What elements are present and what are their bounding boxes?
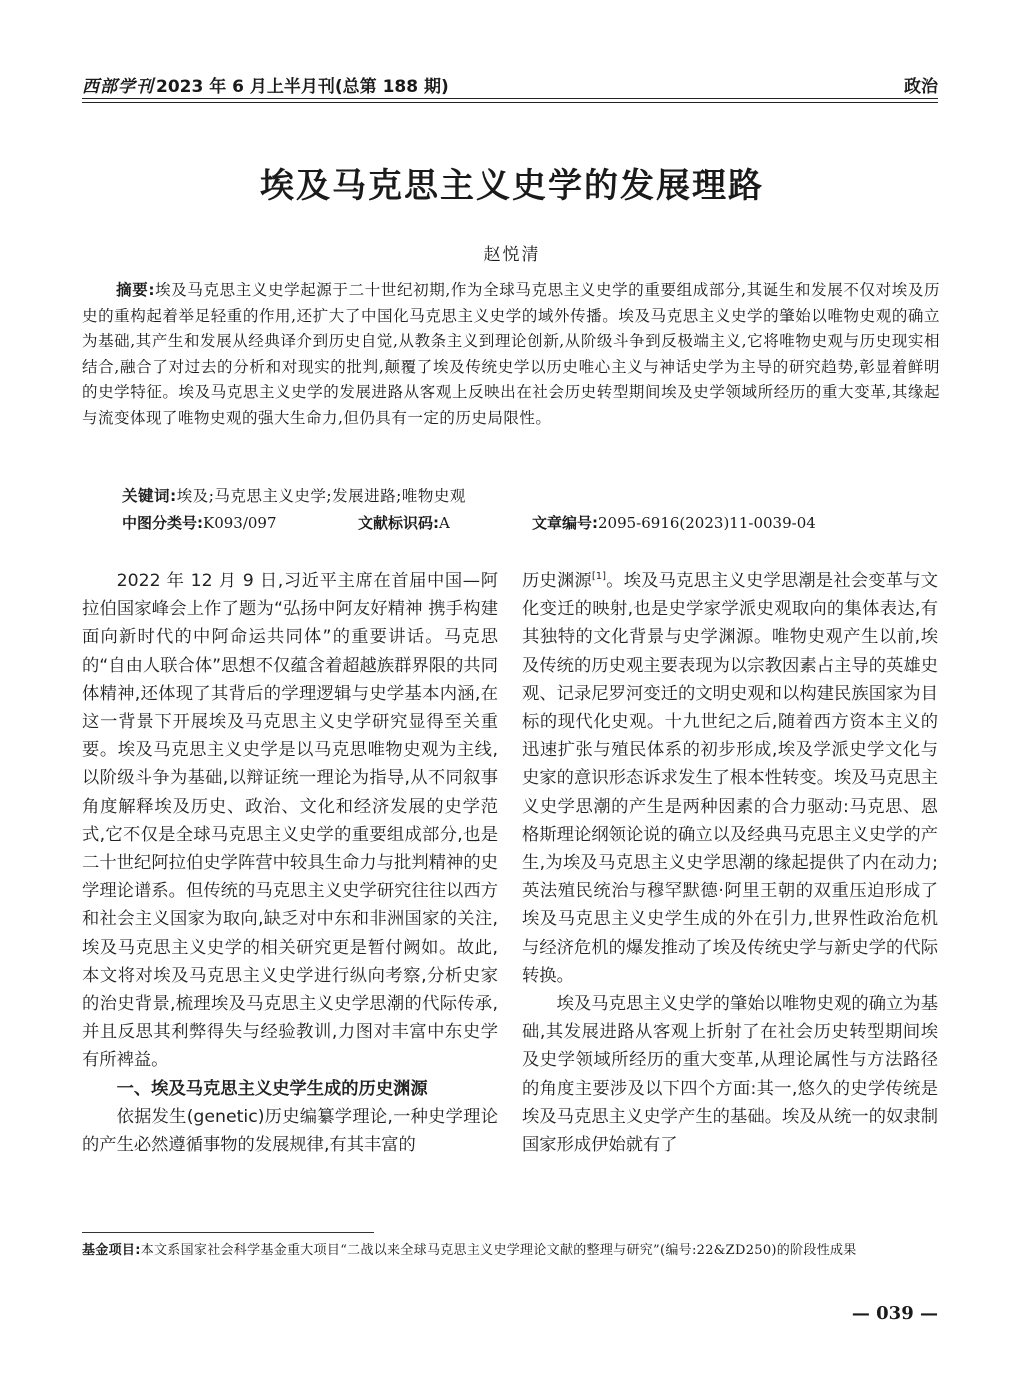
header-rule [82, 98, 938, 99]
body-column-right [522, 567, 938, 1159]
header-left [82, 72, 449, 97]
issue-info: 2023 年 6 月上半月刊(总第 188 期) [156, 77, 449, 97]
page-number: — 039 — [851, 1303, 938, 1324]
doc-value: A [439, 514, 450, 532]
body-paragraph [522, 567, 938, 990]
article-number [532, 512, 816, 533]
doc-label: 文献标识码: [358, 514, 439, 532]
section-heading: 一、埃及马克思主义史学生成的历史渊源 [116, 1078, 428, 1099]
abstract-text: 埃及马克思主义史学起源于二十世纪初期,作为全球马克思主义史学的重要组成部分,其诞生和发展不仅对埃及历史的重构起着举足轻重的作用,还扩大了中国化马克思主义史学的域外传播。埃及马克思主义史学的肇始以唯物史观的确立为基础,其产生和发展从经典译介到历史自觉,从教条主义到理论创新,从阶级斗争到反极端主义,它将唯物史观与历史现实相结合,融合了对过去的分析和对现实的批判,颠覆了埃及传统史学以历史唯心主义与神话史学为主导的研究趋势,彰显着鲜明的史学特征。埃及马克思主义史学的发展进路从客观上反映出在社会历史转型期间埃及史学领域所经历的重大变革,其缘起与流变体现了唯物史观的强大生命力,但仍具有一定的历史局限性。 [82, 281, 941, 427]
keywords-text: 埃及;马克思主义史学;发展进路;唯物史观 [176, 487, 466, 505]
clc-label: 中图分类号: [122, 514, 203, 532]
abstract-label: 摘要: [116, 281, 156, 299]
body-paragraph: 2022 年 12 月 9 日,习近平主席在首届中国—阿拉伯国家峰会上作了题为“弘扬中阿友好精神 携手构建面向新时代的中阿命运共同体”的重要讲话。马克思的“自由人联合体”思想不仅蕴含着超越族群界限的共同体精神,还体现了其背后的学理逻辑与史学基本内涵,在这一背景下开展埃及马克思主义史学研究显得至关重要。埃及马克思主义史学是以马克思唯物史观为主线,以阶级斗争为基础,以辩证统一理论为指导,从不同叙事角度解释埃及历史、政治、文化和经济发展的史学范式,它不仅是全球马克思主义史学的重要组成部分,也是二十世纪阿拉伯史学阵营中较具生命力与批判精神的史学理论谱系。但传统的马克思主义史学研究往往以西方和社会主义国家为取向,缺乏对中东和非洲国家的关注,埃及马克思主义史学的相关研究更是暂付阙如。故此,本文将对埃及马克思主义史学进行纵向考察,分析史家的治史背景,梳理埃及马克思主义史学思潮的代际传承,并且反思其利弊得失与经验教训,力图对丰富中东史学有所裨益。 [82, 571, 498, 1071]
section-name: 政治 [904, 77, 938, 97]
footnote-text: 本文系国家社会科学基金重大项目“二战以来全球马克思主义史学理论文献的整理与研究”(编号:22&ZD250)的阶段性成果 [140, 1243, 857, 1258]
journal-logo: 西部学刊 [82, 77, 154, 97]
article-label: 文章编号: [532, 514, 598, 532]
article-title: 埃及马克思主义史学的发展理路 [260, 166, 764, 206]
keywords [122, 484, 466, 506]
citation-ref[interactable]: [1] [591, 571, 607, 583]
header-rule-thin [82, 102, 938, 103]
paragraph-text: 历史渊源 [522, 571, 592, 591]
paragraph-text: 。埃及马克思主义史学思潮是社会变革与文化变迁的映射,也是史学家学派史观取向的集体表达,有其独特的文化背景与史学渊源。唯物史观产生以前,埃及传统的历史观主要表现为以宗教因素占主导的英雄史观、记录尼罗河变迁的文明史观和以构建民族国家为目标的现代化史观。十九世纪之后,随着西方资本主义的迅速扩张与殖民体系的初步形成,埃及学派史学文化与史家的意识形态诉求发生了根本性转变。埃及马克思主义史学思潮的产生是两种因素的合力驱动:马克思、恩格斯理论纲领论说的确立以及经典马克思主义史学的产生,为埃及马克思主义史学思潮的缘起提供了内在动力;英法殖民统治与穆罕默德·阿里王朝的双重压迫形成了埃及马克思主义史学生成的外在引力,世界性政治危机与经济危机的爆发推动了埃及传统史学与新史学的代际转换。 [522, 571, 938, 986]
article-value: 2095-6916(2023)11-0039-04 [598, 514, 816, 532]
body-paragraph: 埃及马克思主义史学的肇始以唯物史观的确立为基础,其发展进路从客观上折射了在社会历史转型期间埃及史学领域所经历的重大变革,从理论属性与方法路径的角度主要涉及以下四个方面:其一,悠久的史学传统是埃及马克思主义史学产生的基础。埃及从统一的奴隶制国家形成伊始就有了 [522, 994, 938, 1156]
keywords-label: 关键词: [122, 487, 177, 505]
abstract [82, 278, 940, 431]
body-paragraph: 依据发生(genetic)历史编纂学理论,一种史学理论的产生必然遵循事物的发展规律,有其丰富的 [82, 1106, 498, 1156]
clc-value: K093/097 [203, 514, 277, 532]
author-name: 赵悦清 [483, 245, 541, 265]
footnote [82, 1239, 940, 1262]
body-column-left [82, 567, 498, 1159]
footnote-rule [82, 1232, 374, 1233]
clc-number [122, 512, 277, 533]
footnote-label: 基金项目: [82, 1243, 141, 1258]
document-code [358, 512, 450, 533]
